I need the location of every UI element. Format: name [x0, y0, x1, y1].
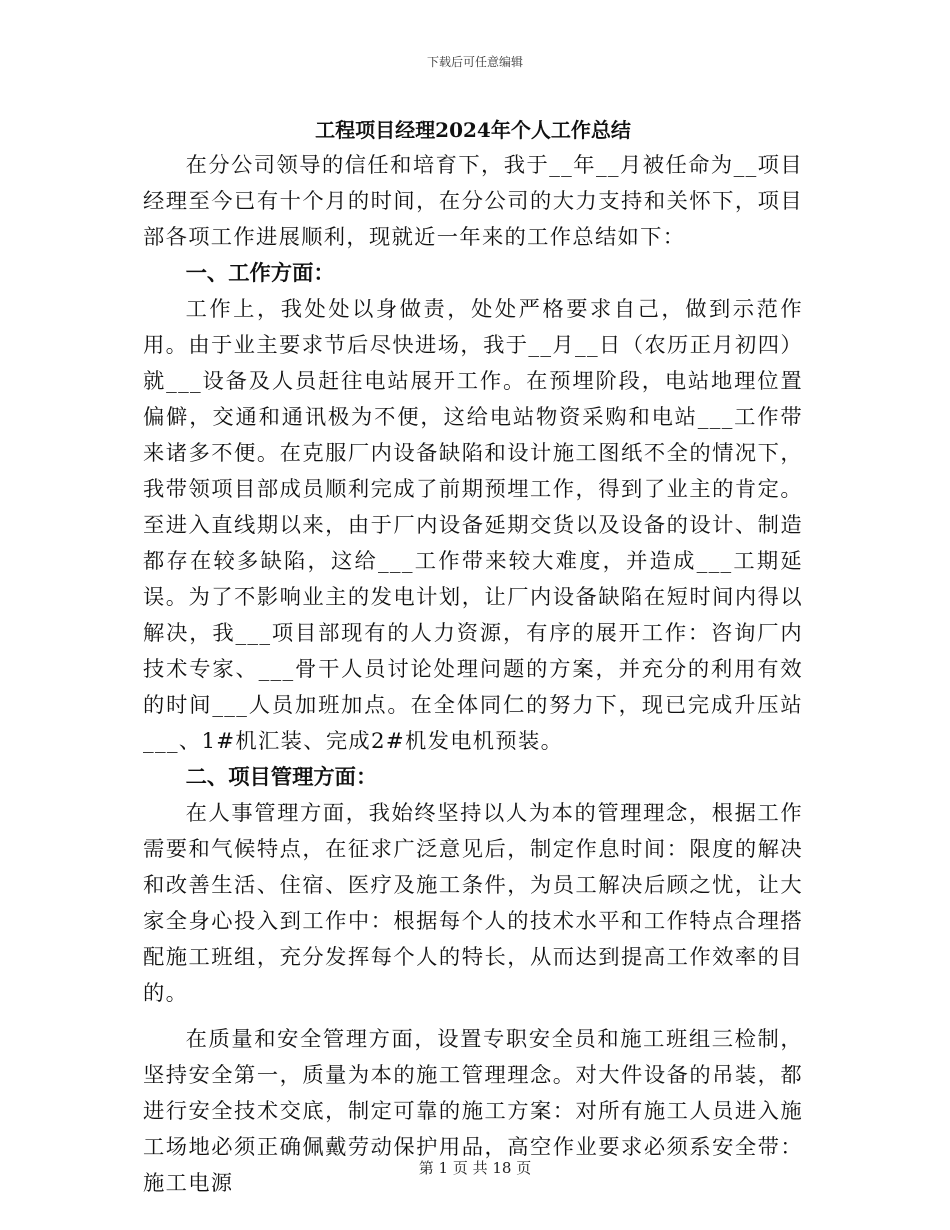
page-header-note: 下载后可任意编辑 [426, 55, 523, 69]
quality-safety-paragraph: 在质量和安全管理方面，设置专职安全员和施工班组三检制，坚持安全第一，质量为本的施工管理理念。对大件设备的吊装，都进行安全技术交底，制定可靠的施工方案：对所有施工人员进入施工场地必须正确佩戴劳动保护用品，高空作业要求必须系安全带：施工电源 [143, 1027, 803, 1196]
page-number: 第 1 页 共 18 页 [418, 1159, 532, 1177]
work-paragraph: 工作上，我处处以身做责，处处严格要求自己，做到示范作用。由于业主要求节后尽快进场，我于__月__日（农历正月初四）就___设备及人员赶往电站展开工作。在预埋阶段，电站地理位置偏僻，交通和通讯极为不便，这给电站物资采购和电站___工作带来诸多不便。在克服厂内设备缺陷和设计施工图纸不全的情况下，我带领项目部成员顺利完成了前期预埋工作，得到了业主的肯定。至进入直线期以来，由于厂内设备延期交货以及设备的设计、制造都存在较多缺陷，这给___工作带来较大难度，并造成___工期延误。为了不影响业主的发电计划，让厂内设备缺陷在短时间内得以解决，我___项目部现有的人力资源，有序的展开工作：咨询厂内技术专家、___骨干人员讨论处理问题的方案，并充分的利用有效的时间___人员加班加点。在全体同仁的努力下，现已完成升压站___、1#机汇装、完成2#机发电机预装。 [143, 297, 803, 754]
document-title: 工程项目经理2024年个人工作总结 [315, 118, 631, 142]
intro-paragraph: 在分公司领导的信任和培育下，我于__年__月被任命为__项目经理至今已有十个月的时间，在分公司的大力支持和关怀下，项目部各项工作进展顺利，现就近一年来的工作总结如下： [143, 153, 803, 250]
section-heading-management: 二、项目管理方面： [185, 765, 378, 790]
personnel-paragraph: 在人事管理方面，我始终坚持以人为本的管理理念，根据工作需要和气候特点，在征求广泛意见后，制定作息时间：限度的解决和改善生活、住宿、医疗及施工条件，为员工解决后顾之忧，让大家全身心投入到工作中：根据每个人的技术水平和工作特点合理搭配施工班组，充分发挥每个人的特长，从而达到提高工作效率的目的。 [143, 801, 803, 1006]
section-heading-work: 一、工作方面： [185, 261, 335, 286]
document-body [143, 112, 803, 1202]
